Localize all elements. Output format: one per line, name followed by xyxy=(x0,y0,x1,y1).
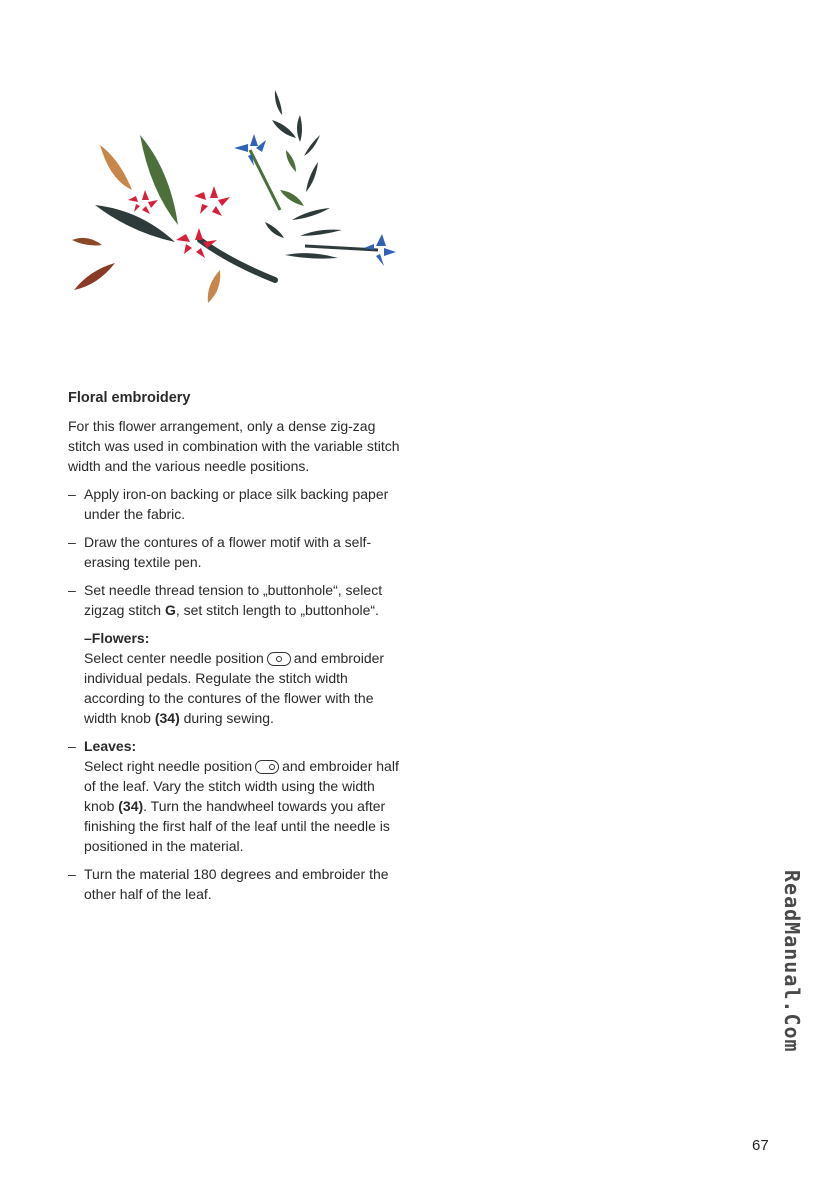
red-flower xyxy=(176,228,217,258)
leaf xyxy=(306,162,318,192)
leaves-text-part: Select right needle position xyxy=(84,758,253,774)
leaf xyxy=(72,238,102,246)
step-item xyxy=(68,580,408,620)
leaf xyxy=(285,253,338,258)
leaf xyxy=(275,90,282,115)
floral-embroidery-illustration xyxy=(60,80,420,320)
flowers-text-part: and embroider individual pedals. Regulate the stitch width according to the contures of the flower with the width knob xyxy=(84,650,385,726)
leaves-text-part: . Turn the handwheel towards you after finishing the first half of the leaf until the needle is positioned in the material. xyxy=(84,798,390,854)
leaf xyxy=(280,190,304,206)
leaves-body xyxy=(84,736,408,856)
flowers-instructions xyxy=(68,628,408,728)
intro-paragraph: For this flower arrangement, only a dense zig-zag stitch was used in combination with the variable stitch width and the various needle positions. xyxy=(68,418,400,474)
list-dash: – xyxy=(68,486,76,502)
leaf xyxy=(74,263,115,290)
red-flower xyxy=(128,190,158,214)
leaf xyxy=(208,270,221,303)
leaf xyxy=(100,145,132,190)
step-text-part: , set stitch length to „buttonhole“. xyxy=(175,602,379,618)
watermark: ReadManual.Com xyxy=(780,870,804,1053)
step-item xyxy=(68,484,408,524)
red-flower xyxy=(194,186,230,216)
step-text: Draw the contures of a flower motif with a self-erasing textile pen. xyxy=(84,534,372,570)
leaf xyxy=(297,115,302,142)
step-text: Turn the material 180 degrees and embroider the other half of the leaf. xyxy=(84,866,389,902)
width-knob-ref: (34) xyxy=(118,798,144,814)
leaf xyxy=(265,222,284,238)
flowers-title: –Flowers: xyxy=(84,630,150,646)
leaf xyxy=(300,230,342,236)
step-text-part: Set needle thread tension to „buttonhole“, select zigzag stitch xyxy=(84,582,383,618)
leaves-text-part: and embroider half of the leaf. Vary the stitch width using the width knob xyxy=(84,758,399,814)
leaf xyxy=(292,208,330,220)
step-item xyxy=(68,864,408,904)
list-dash: – xyxy=(68,738,76,754)
leaf xyxy=(286,150,296,172)
needle-position-center-icon xyxy=(267,652,291,666)
stem xyxy=(200,240,275,280)
list-dash: – xyxy=(68,582,76,598)
leaves-title: Leaves: xyxy=(84,738,137,754)
step-item xyxy=(68,532,408,572)
step-text: Apply iron-on backing or place silk backing paper under the fabric. xyxy=(84,486,389,522)
step-text xyxy=(84,580,408,620)
stitch-letter: G xyxy=(164,602,176,618)
leaf xyxy=(272,120,296,138)
instructions xyxy=(68,388,408,912)
list-dash: – xyxy=(68,534,76,550)
stem xyxy=(250,150,280,210)
list-dash: – xyxy=(68,866,76,882)
flowers-text-part: during sewing. xyxy=(179,710,274,726)
flowers-text xyxy=(84,650,384,726)
page-number: 67 xyxy=(752,1137,769,1154)
needle-position-right-icon xyxy=(255,760,279,774)
leaf xyxy=(304,135,320,156)
flowers-text-part: Select center needle position xyxy=(84,650,264,666)
section-title: Floral embroidery xyxy=(68,390,191,406)
leaves-instructions xyxy=(68,736,408,856)
width-knob-ref: (34) xyxy=(154,710,180,726)
